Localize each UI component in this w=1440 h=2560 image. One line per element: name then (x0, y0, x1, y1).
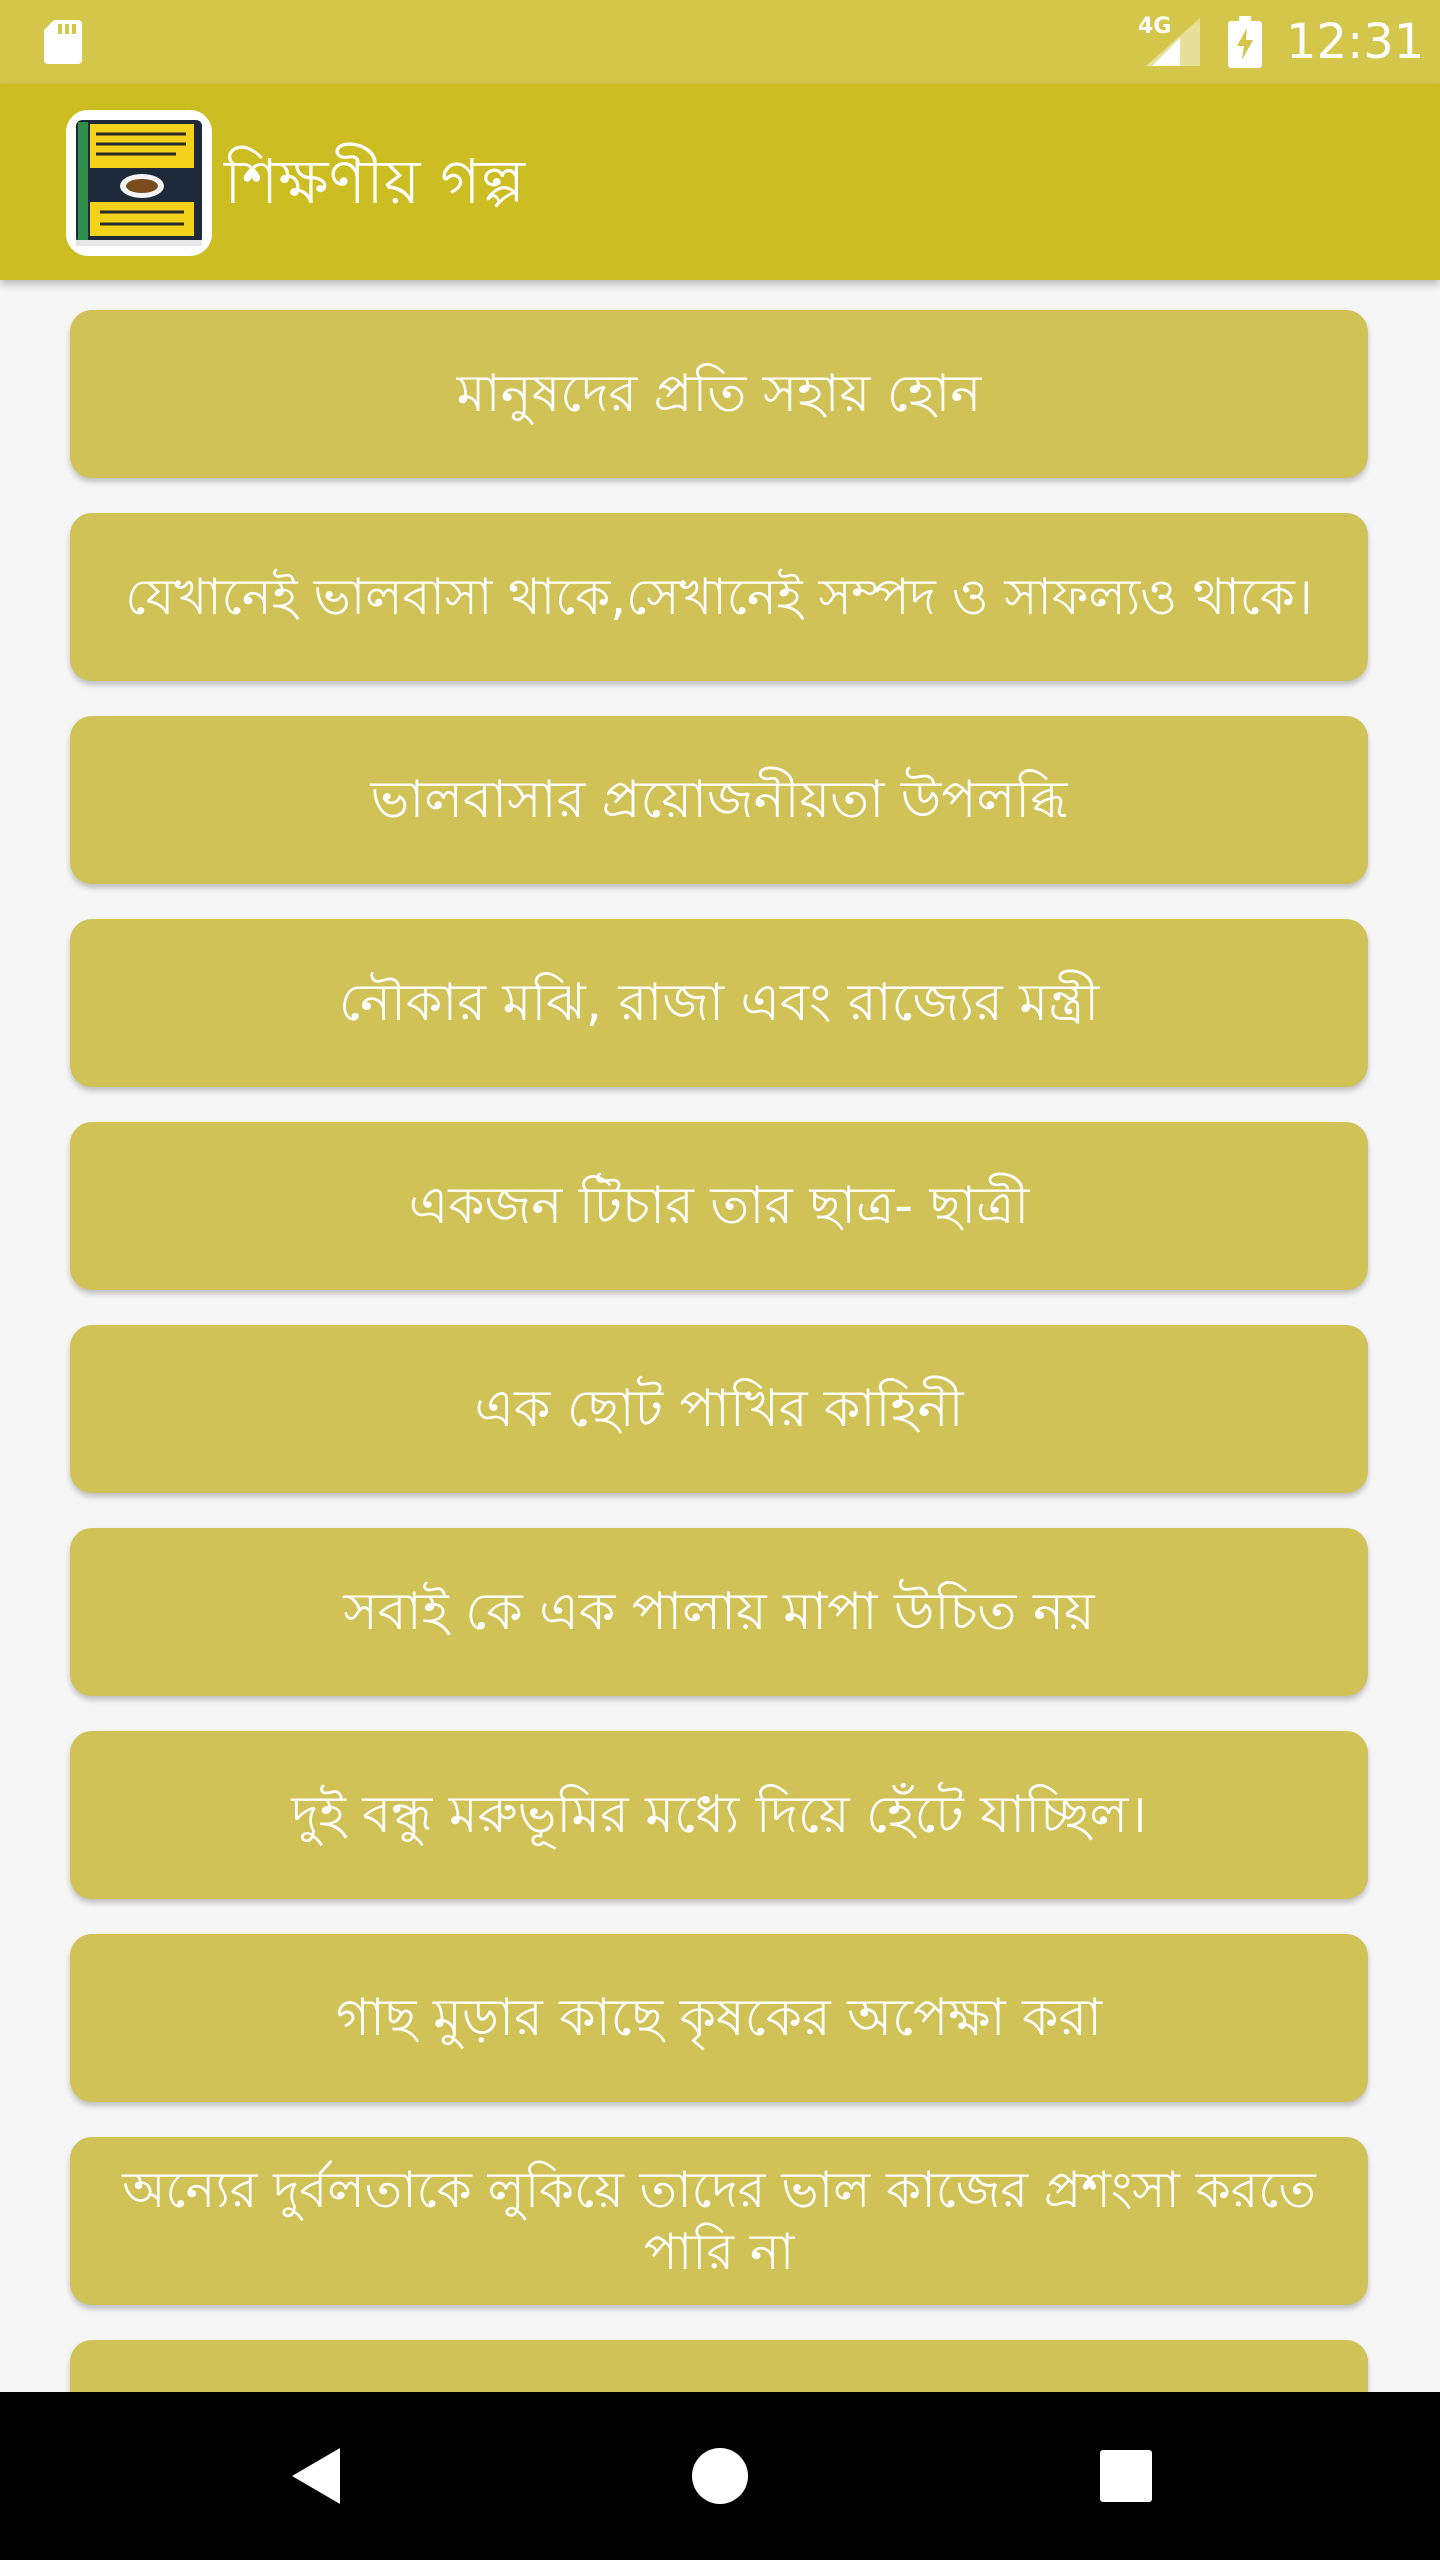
story-title: অন্যের দুর্বলতাকে লুকিয়ে তাদের ভাল কাজের প্রশংসা করতে পারি না (122, 2161, 1316, 2281)
page-title: শিক্ষণীয় গল্প (224, 145, 526, 218)
story-title: একজন টিচার তার ছাত্র- ছাত্রী (408, 1176, 1030, 1236)
signal-icon (1146, 18, 1200, 66)
story-item[interactable] (70, 1934, 1368, 2102)
story-list[interactable] (0, 280, 1440, 2392)
story-title: নৌকার মঝি, রাজা এবং রাজ্যের মন্ত্রী (338, 973, 1100, 1033)
story-title: এক ছোট পাখির কাহিনী (474, 1379, 964, 1439)
story-item-partial[interactable] (70, 2340, 1368, 2392)
story-item[interactable] (70, 716, 1368, 884)
story-item[interactable] (70, 1528, 1368, 1696)
network-type-label: 4G (1138, 14, 1172, 39)
battery-charging-icon (1228, 16, 1262, 68)
status-bar (0, 0, 1440, 84)
story-item[interactable] (70, 1122, 1368, 1290)
story-item[interactable] (70, 513, 1368, 681)
story-item[interactable] (70, 1731, 1368, 1899)
navigation-bar (0, 2392, 1440, 2560)
story-title: সবাই কে এক পালায় মাপা উচিত নয় (343, 1582, 1095, 1642)
story-item[interactable] (70, 919, 1368, 1087)
home-icon[interactable] (670, 2426, 770, 2526)
book-cover-icon (66, 110, 212, 256)
app-logo (66, 110, 212, 256)
story-title: দুই বন্ধু মরুভূমির মধ্যে দিয়ে হেঁটে যাচ্ছিল। (291, 1785, 1147, 1845)
story-item[interactable] (70, 310, 1368, 478)
back-icon[interactable] (268, 2426, 368, 2526)
clock: 12:31 (1286, 14, 1425, 70)
story-title: গাছ মুড়ার কাছে কৃষকের অপেক্ষা করা (335, 1988, 1103, 2048)
story-title: ভালবাসার প্রয়োজনীয়তা উপলব্ধি (370, 770, 1068, 830)
recents-icon[interactable] (1076, 2426, 1176, 2526)
story-title: মানুষদের প্রতি সহায় হোন (456, 364, 982, 424)
app-bar (0, 84, 1440, 280)
story-item[interactable] (70, 1325, 1368, 1493)
story-title: যেখানেই ভালবাসা থাকে,সেখানেই সম্পদ ও সাফল্যও থাকে। (125, 568, 1313, 626)
sd-card-icon (42, 18, 84, 66)
story-item[interactable] (70, 2137, 1368, 2305)
